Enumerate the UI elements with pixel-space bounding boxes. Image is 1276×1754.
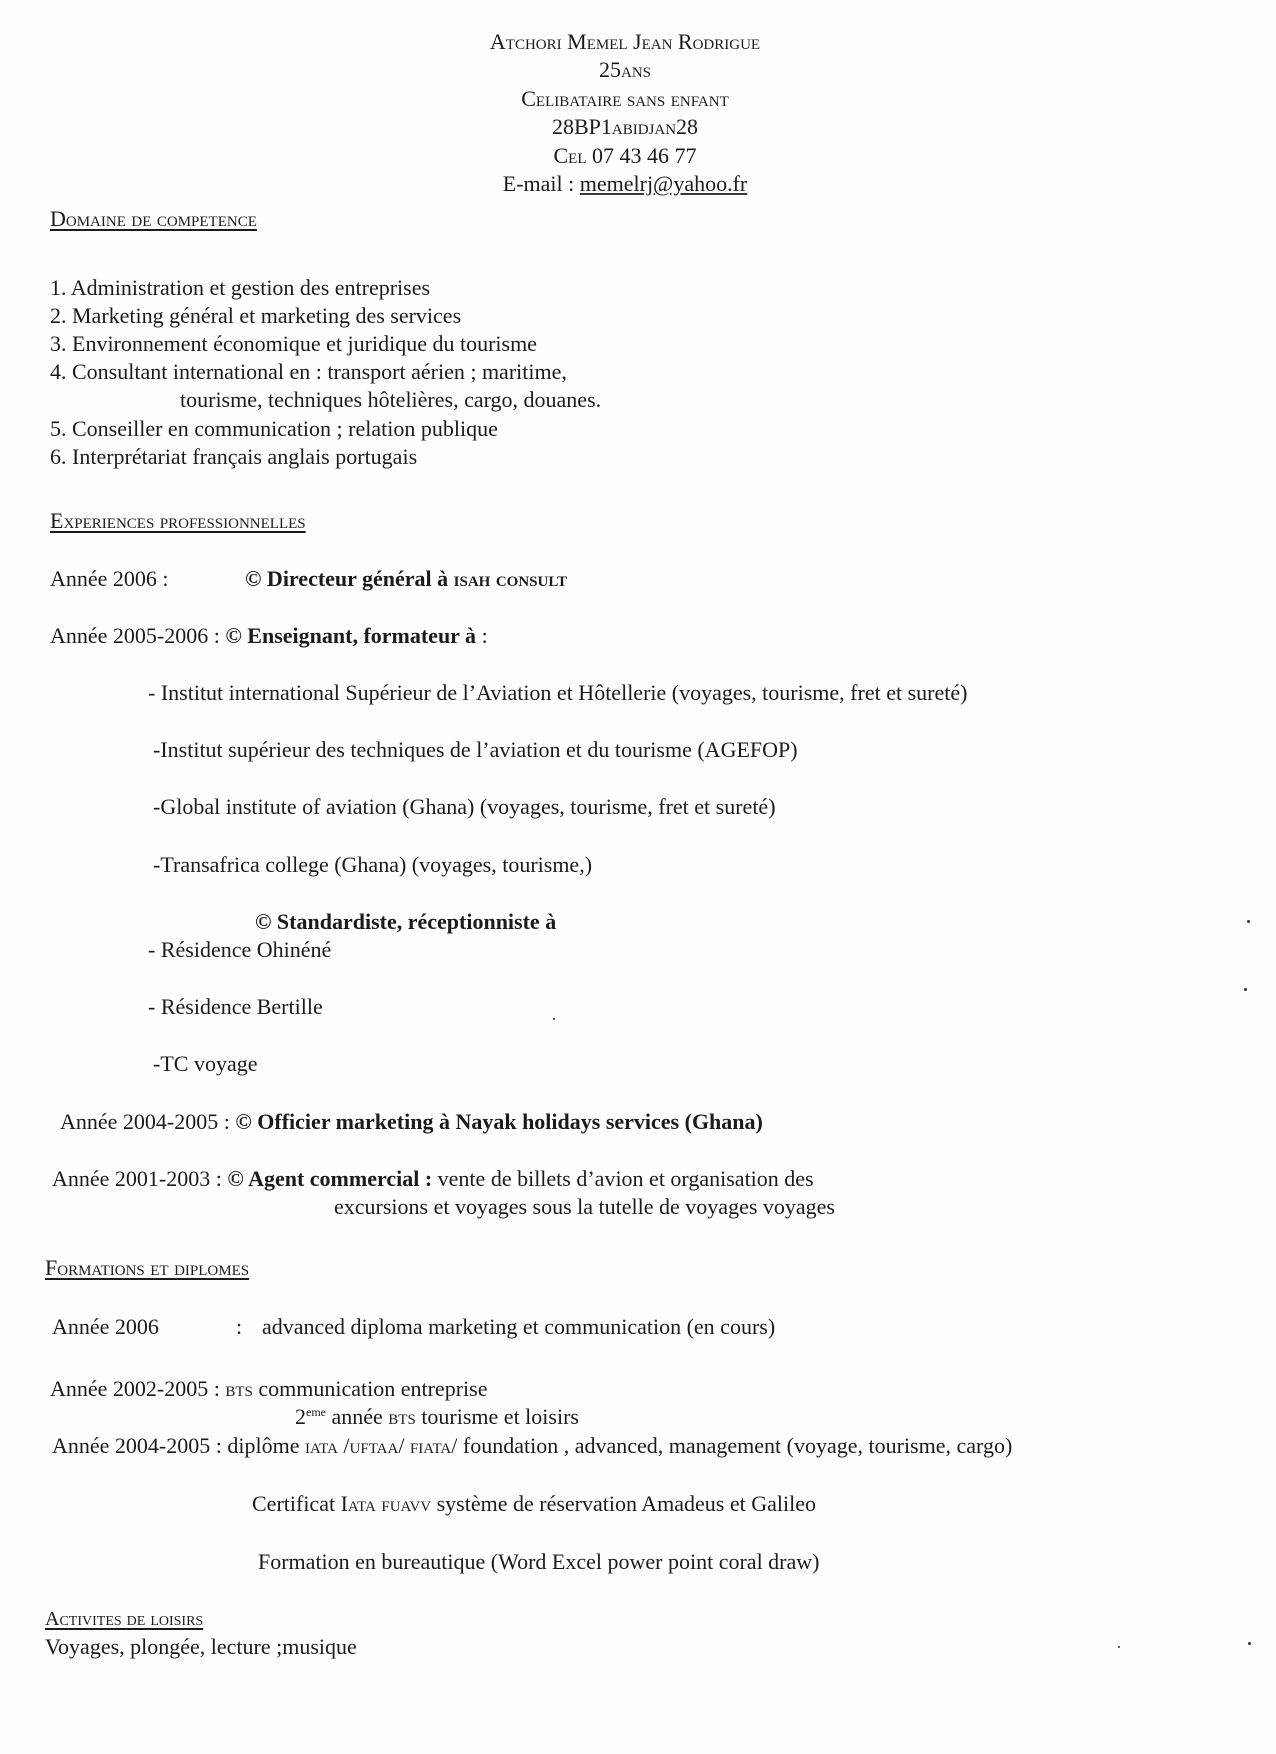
marital-status: Celibataire sans enfant <box>521 86 729 111</box>
phone-line: Cel 07 43 46 77 <box>553 143 697 168</box>
scan-speck <box>1118 1646 1120 1648</box>
loisirs-text: Voyages, plongée, lecture ;musique <box>45 1634 357 1659</box>
experience-role: © Standardiste, réceptionniste à <box>255 909 557 934</box>
experience-desc-continued: excursions et voyages sous la tutelle de voyages voyages <box>334 1194 835 1219</box>
institution-item: -Institut supérieur des techniques de l’aviation et du tourisme (AGEFOP) <box>153 737 798 762</box>
workplace-item: - Résidence Ohinéné <box>148 937 332 962</box>
postal-address: 28BP1abidjan28 <box>551 114 699 139</box>
section-title-formations: Formations et diplomes <box>45 1255 250 1280</box>
scan-speck <box>1244 988 1247 991</box>
experience-role: © Directeur général à isah consult <box>245 566 567 591</box>
experience-entry <box>60 1109 763 1135</box>
institution-item: -Transafrica college (Ghana) (voyages, tourisme,) <box>153 852 593 877</box>
institution-item: - Institut international Supérieur de l’Aviation et Hôtellerie (voyages, tourisme, fret et sureté) <box>148 680 968 705</box>
experience-year: Année 2001-2003 : <box>52 1166 222 1191</box>
formation-year: Année 2006 <box>52 1314 159 1339</box>
competence-item: 5. Conseiller en communication ; relation publique <box>50 416 498 441</box>
section-title-experiences: Experiences professionnelles <box>50 508 306 533</box>
workplace-item: - Résidence Bertille <box>148 994 323 1019</box>
scan-speck <box>1247 920 1250 923</box>
competence-item-continued: tourisme, techniques hôtelières, cargo, douanes. <box>180 387 602 412</box>
formation-text-continued: 2eme année bts tourisme et loisirs <box>295 1404 579 1429</box>
competence-item: 4. Consultant international en : transport aérien ; maritime, <box>50 359 567 384</box>
section-title-competences: Domaine de competence <box>50 206 257 231</box>
formation-year: Année 2004-2005 : <box>52 1433 222 1458</box>
candidate-age: 25ans <box>598 57 651 82</box>
workplace-item: -TC voyage <box>153 1051 258 1076</box>
experience-year: Année 2004-2005 : <box>60 1109 230 1134</box>
section-title-loisirs: Activites de loisirs <box>45 1608 204 1630</box>
experience-role: © Enseignant, formateur à <box>225 623 477 648</box>
experience-role: © Agent commercial : <box>227 1166 433 1191</box>
candidate-name: Atchori Memel Jean Rodrigue <box>489 29 761 54</box>
scan-speck <box>1248 1642 1251 1645</box>
experience-year: Année 2005-2006 : <box>50 623 220 648</box>
email-line: E-mail : memelrj@yahoo.fr <box>502 171 748 196</box>
formation-entry: Année 2004-2005 : diplôme iata /uftaa/ fiata/ foundation , advanced, management (voyage, tourisme, cargo) <box>52 1433 1013 1458</box>
competence-item: 1. Administration et gestion des entreprises <box>50 275 431 300</box>
experience-year: Année 2006 : <box>50 566 169 591</box>
scan-speck <box>553 1018 555 1020</box>
formation-entry: Année 2002-2005 : bts communication entreprise <box>50 1376 488 1401</box>
competence-item: 6. Interprétariat français anglais portugais <box>50 444 418 469</box>
institution-item: -Global institute of aviation (Ghana) (voyages, tourisme, fret et sureté) <box>153 794 776 819</box>
email-link[interactable]: memelrj@yahoo.fr <box>579 171 748 196</box>
experience-entry: Année 2005-2006 : © Enseignant, formateur à : <box>50 623 488 648</box>
training-line: Formation en bureautique (Word Excel power point coral draw) <box>258 1549 820 1574</box>
formation-text: advanced diploma marketing et communication (en cours) <box>262 1314 776 1339</box>
competence-item: 2. Marketing général et marketing des services <box>50 303 462 328</box>
experience-entry: Année 2001-2003 : © Agent commercial : vente de billets d’avion et organisation des <box>52 1166 814 1191</box>
formation-separator: : <box>236 1314 243 1339</box>
formation-year: Année 2002-2005 : <box>50 1376 220 1401</box>
experience-role: © Officier marketing à Nayak holidays services (Ghana) <box>235 1109 763 1134</box>
competence-item: 3. Environnement économique et juridique du tourisme <box>50 331 537 356</box>
certificate-line: Certificat Iata fuavv système de réservation Amadeus et Galileo <box>252 1491 816 1516</box>
